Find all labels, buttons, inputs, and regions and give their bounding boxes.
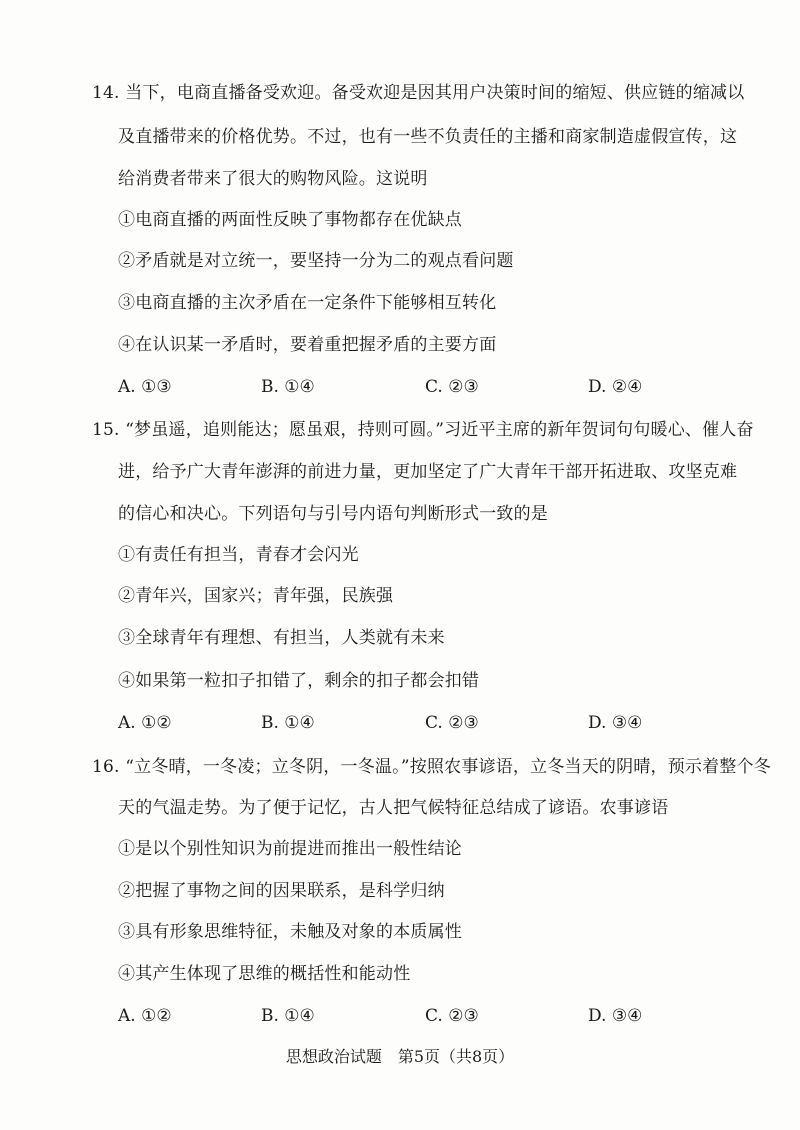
question-14-stem-line: 及直播带来的价格优势。不过，也有一些不负责任的主播和商家制造虚假宣传，这 — [118, 127, 738, 147]
choice-b: B. ①④ — [261, 377, 315, 397]
question-16-stem-line: 16. “立冬晴，一冬凌；立冬阴，一冬温。”按照农事谚语，立冬当天的阴晴，预示着整个冬 — [92, 757, 771, 777]
question-15-stem-line: 进，给予广大青年澎湃的前进力量，更加坚定了广大青年干部开拓进取、攻坚克难 — [118, 462, 738, 482]
question-15-stem-line: 15. “梦虽遥，追则能达；愿虽艰，持则可圆。”习近平主席的新年贺词句句暖心、催人奋 — [92, 420, 754, 440]
question-14-option: ②矛盾就是对立统一，要坚持一分为二的观点看问题 — [118, 251, 514, 271]
choice-a: A. ①③ — [118, 377, 172, 397]
question-16-stem-line: 天的气温走势。为了便于记忆，古人把气候特征总结成了谚语。农事谚语 — [118, 798, 669, 818]
choice-d: D. ②④ — [588, 377, 643, 397]
question-15-option: ③全球青年有理想、有担当，人类就有未来 — [118, 628, 445, 648]
choice-b: B. ①④ — [261, 1006, 315, 1026]
choice-a: A. ①② — [118, 1006, 172, 1026]
question-16-option: ②把握了事物之间的因果联系，是科学归纳 — [118, 881, 445, 901]
question-15-option: ④如果第一粒扣子扣错了，剩余的扣子都会扣错 — [118, 671, 480, 691]
choice-d: D. ③④ — [588, 1006, 643, 1026]
choice-d: D. ③④ — [588, 713, 643, 733]
question-15-choices — [118, 712, 678, 734]
question-14-option: ④在认识某一矛盾时，要着重把握矛盾的主要方面 — [118, 335, 497, 355]
question-14-option: ③电商直播的主次矛盾在一定条件下能够相互转化 — [118, 293, 497, 313]
question-14-choices — [118, 376, 678, 398]
question-15-stem-line: 的信心和决心。下列语句与引号内语句判断形式一致的是 — [118, 504, 548, 524]
question-14-option: ①电商直播的两面性反映了事物都存在优缺点 — [118, 210, 462, 230]
question-16-option: ④其产生体现了思维的概括性和能动性 — [118, 964, 411, 984]
choice-c: C. ②③ — [425, 377, 479, 397]
choice-a: A. ①② — [118, 713, 172, 733]
page-footer: 思想政治试题 第5页（共8页） — [285, 1047, 515, 1066]
question-14-stem-line: 给消费者带来了很大的购物风险。这说明 — [118, 169, 428, 189]
question-16-option: ①是以个别性知识为前提进而推出一般性结论 — [118, 839, 462, 859]
question-15-option: ①有责任有担当，青春才会闪光 — [118, 545, 359, 565]
question-14-stem-line: 14. 当下，电商直播备受欢迎。备受欢迎是因其用户决策时间的缩短、供应链的缩减以 — [92, 83, 745, 103]
question-16-option: ③具有形象思维特征，未触及对象的本质属性 — [118, 922, 462, 942]
question-16-choices — [118, 1005, 678, 1027]
choice-b: B. ①④ — [261, 713, 315, 733]
choice-c: C. ②③ — [425, 1006, 479, 1026]
question-15-option: ②青年兴，国家兴；青年强，民族强 — [118, 586, 394, 606]
choice-c: C. ②③ — [425, 713, 479, 733]
